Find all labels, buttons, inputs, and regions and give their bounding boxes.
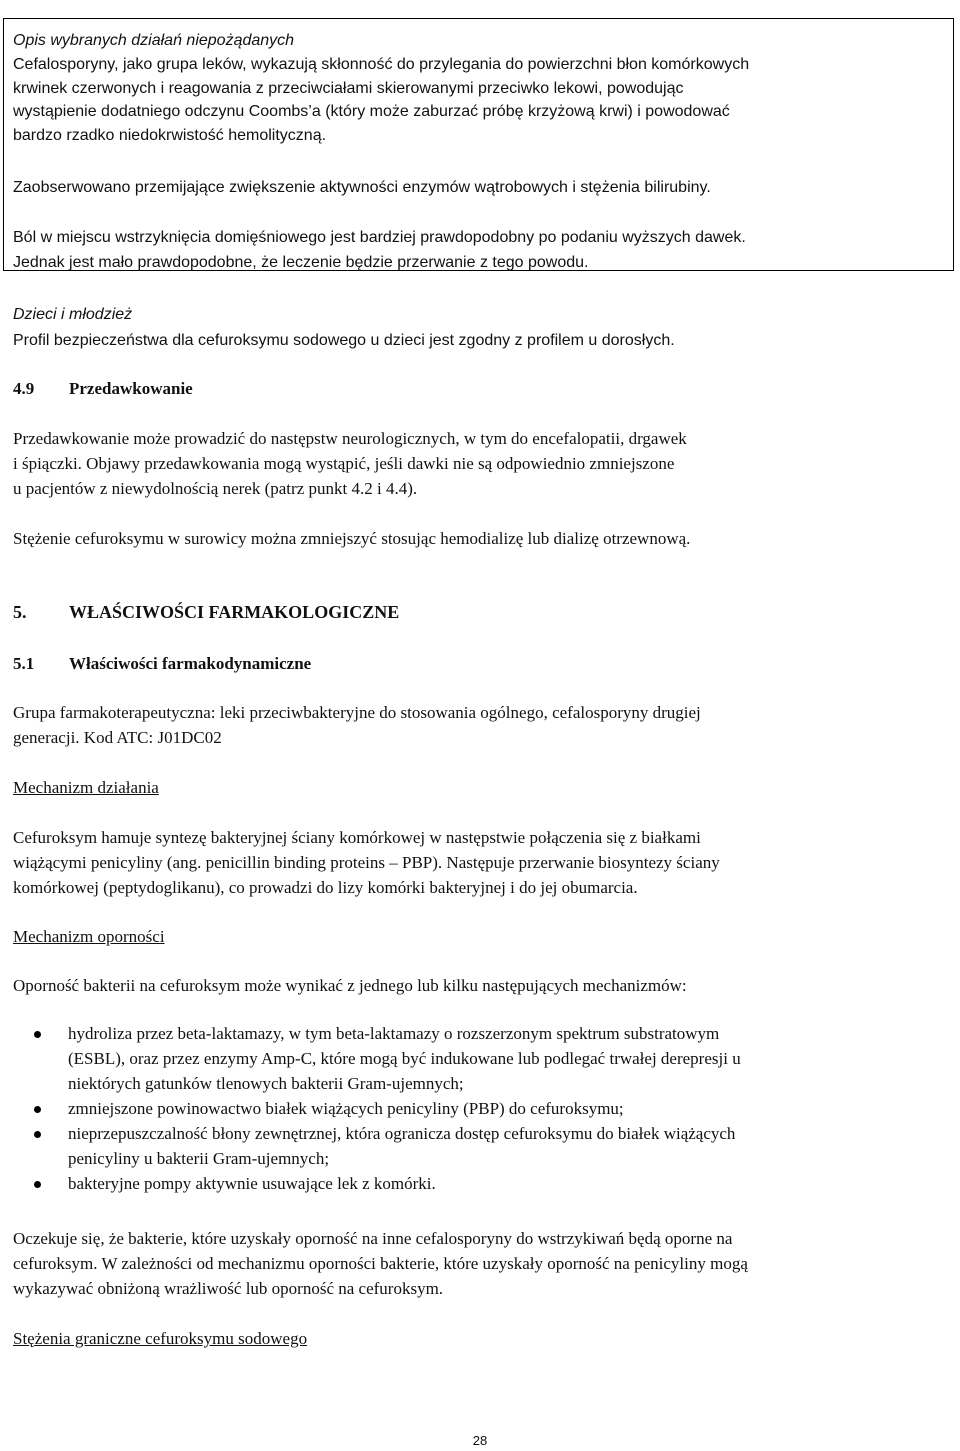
section51-heading — [13, 651, 311, 676]
resistance-heading: Mechanizm oporności — [13, 927, 165, 946]
list-item: zmniejszone powinowactwo białek wiążących penicyliny (PBP) do cefuroksymu; — [13, 1096, 741, 1121]
section-title: WŁAŚCIWOŚCI FARMAKOLOGICZNE — [69, 602, 400, 622]
overdose-heading — [13, 376, 193, 401]
cross-resistance-paragraph: Oczekuje się, że bakterie, które uzyskały oporność na inne cefalosporyny do wstrzykiwań będą oporne na cefuroksym. W zależności od mechanizmu oporności bakterie, które uzyskały oporność na penicyliny mogą wykazywać obniżoną wrażliwość lub oporność na cefuroksym. — [13, 1229, 748, 1298]
section-number: 4.9 — [13, 379, 35, 398]
list-item: hydroliza przez beta-laktamazy, w tym beta-laktamazy o rozszerzonym spektrum substratowym (ESBL), oraz przez enzymy Amp-C, które mogą być indukowane lub podlegać trwałej derepresji u niektórych gatunków tlenowych bakterii Gram-ujemnych; — [13, 1021, 741, 1096]
liver-enzymes-paragraph: Zaobserwowano przemijające zwiększenie aktywności enzymów wątrobowych i stężenia bilirubiny. — [13, 179, 711, 196]
hemodialysis-paragraph: Stężenie cefuroksymu w surowicy można zmniejszyć stosując hemodializę lub dializę otrzewnową. — [13, 529, 691, 548]
section-number: 5.1 — [13, 654, 35, 673]
list-item: nieprzepuszczalność błony zewnętrznej, która ogranicza dostęp cefuroksymu do białek wiążących penicyliny u bakterii Gram-ujemnych; — [13, 1121, 741, 1171]
mechanism-heading: Mechanizm działania — [13, 778, 159, 797]
section-number: 5. — [13, 602, 27, 622]
pharmacotherapeutic-group: Grupa farmakoterapeutyczna: leki przeciwbakteryjne do stosowania ogólnego, cefalosporyny drugiej generacji. Kod ATC: J01DC02 — [13, 703, 701, 747]
resistance-intro: Oporność bakterii na cefuroksym może wynikać z jednego lub kilku następujących mechanizmów: — [13, 976, 687, 995]
resistance-mechanisms-list — [13, 1021, 741, 1196]
children-text: Profil bezpieczeństwa dla cefuroksymu sodowego u dzieci jest zgodny z profilem u dorosłych. — [13, 332, 675, 349]
injection-pain-paragraph: Ból w miejscu wstrzyknięcia domięśniowego jest bardziej prawdopodobny po podaniu wyższych dawek. Jednak jest mało prawdopodobne, że leczenie będzie przerwanie z tego powodu. — [13, 229, 746, 271]
hemolysis-paragraph: Cefalosporyny, jako grupa leków, wykazują skłonność do przylegania do powierzchni błon komórkowych krwinek czerwonych i reagowania z przeciwciałami skierowanymi przeciwko lekowi, powodując wystąpienie dodatniego odczynu Coombs’a (który może zaburzać próbę krzyżową krwi) i powodować bardzo rzadko niedokrwistość hemolityczną. — [13, 56, 750, 144]
section-title: Właściwości farmakodynamiczne — [69, 654, 312, 673]
section-title: Przedawkowanie — [69, 379, 193, 398]
breakpoints-heading: Stężenia graniczne cefuroksymu sodowego — [13, 1329, 308, 1348]
overdose-paragraph: Przedawkowanie może prowadzić do następstw neurologicznych, w tym do encefalopatii, drgawek i śpiączki. Objawy przedawkowania mogą wystąpić, jeśli dawki nie są odpowiednio zmniejszone u pacjentów z niewydolnością nerek (patrz punkt 4.2 i 4.4). — [13, 429, 687, 498]
mechanism-paragraph: Cefuroksym hamuje syntezę bakteryjnej ściany komórkowej w następstwie połączenia się z białkami wiążącymi penicyliny (ang. penicillin binding proteins – PBP). Następuje przerwanie biosyntezy ściany komórkowej (peptydoglikanu), co prowadzi do lizy komórki bakteryjnej i do jej obumarcia. — [13, 828, 720, 897]
list-item: bakteryjne pompy aktywnie usuwające lek z komórki. — [13, 1171, 741, 1196]
children-heading: Dzieci i młodzież — [13, 306, 133, 323]
adverse-effects-heading: Opis wybranych działań niepożądanych — [13, 32, 295, 49]
page-number: 28 — [472, 1433, 488, 1448]
section5-heading — [13, 600, 399, 625]
